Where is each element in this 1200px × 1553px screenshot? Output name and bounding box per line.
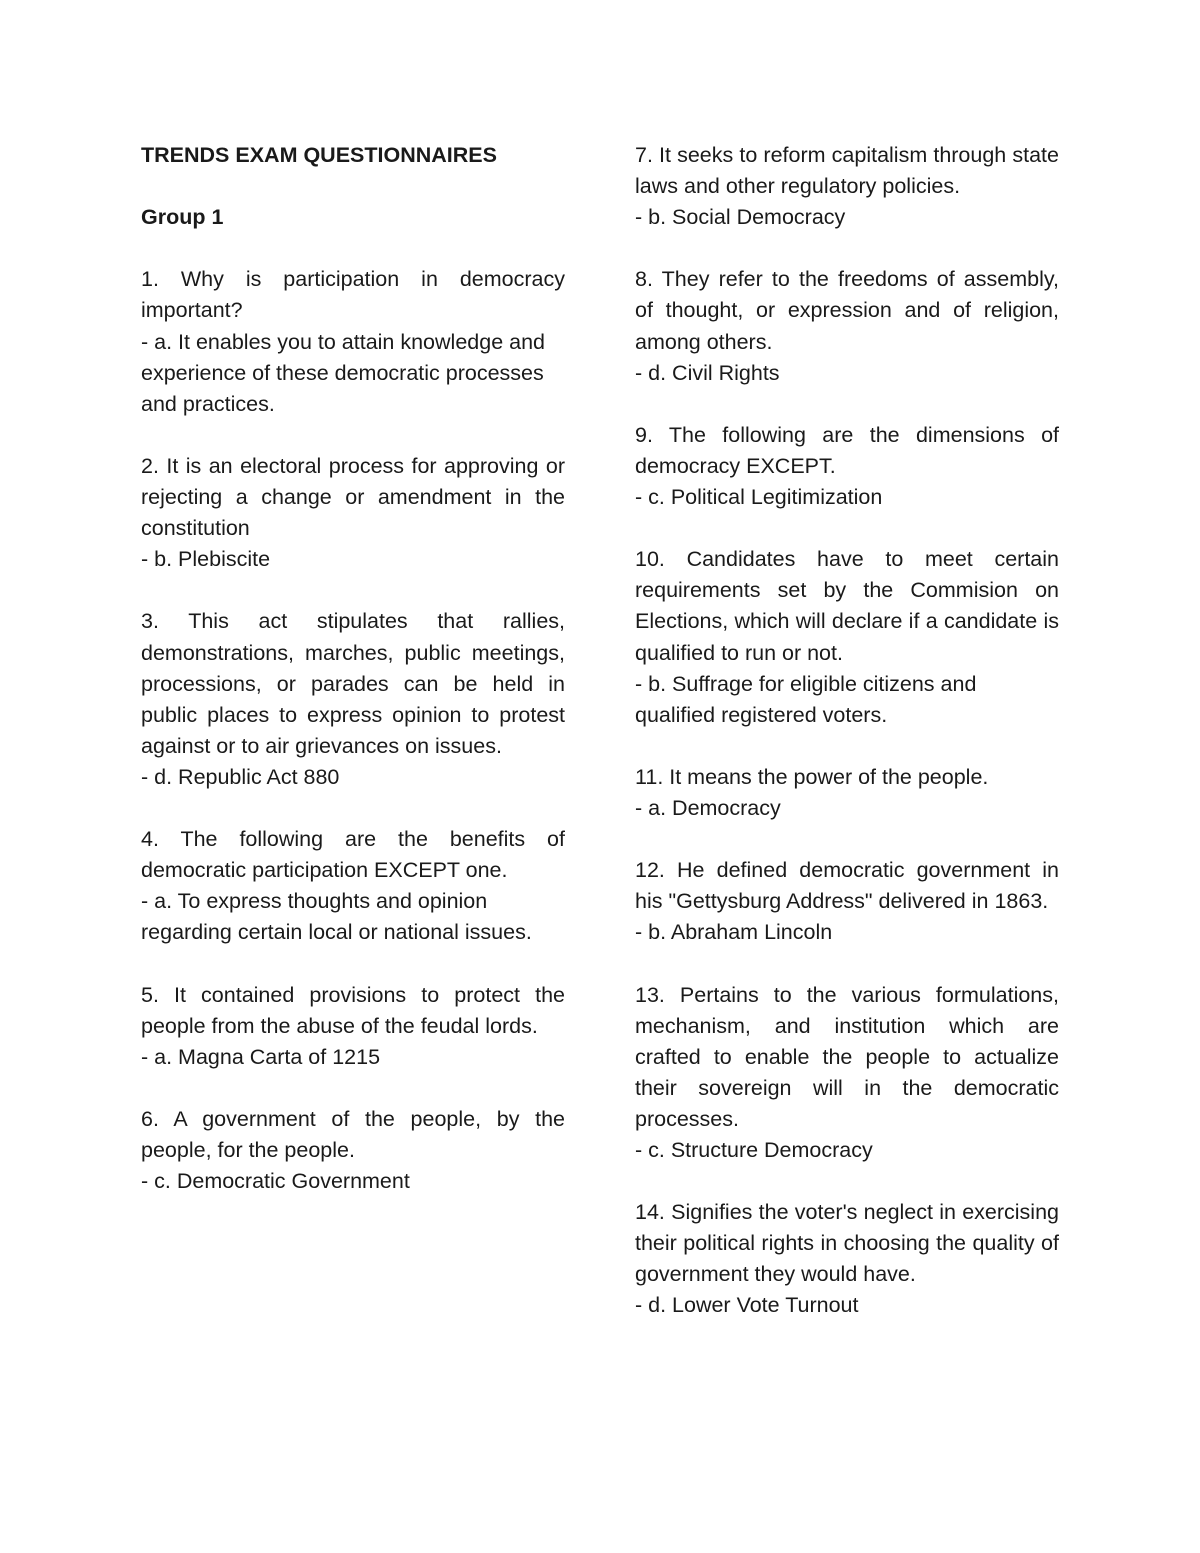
question-answer: - d. Lower Vote Turnout	[635, 1293, 859, 1318]
question-item	[635, 140, 1059, 233]
question-answer: - b. Suffrage for eligible citizens and qualified registered voters.	[635, 671, 977, 727]
group-heading: Group 1	[141, 205, 224, 230]
question-item	[635, 1197, 1059, 1321]
question-item	[635, 264, 1059, 388]
question-text: 11. It means the power of the people.	[635, 764, 989, 789]
question-text: 8. They refer to the freedoms of assembly, of thought, or expression and of religion, among others.	[635, 267, 1059, 354]
question-text: 4. The following are the benefits of democratic participation EXCEPT one.	[141, 827, 565, 883]
question-item	[141, 980, 565, 1073]
document-title: TRENDS EXAM QUESTIONNAIRES	[141, 143, 497, 167]
question-answer: - d. Civil Rights	[635, 360, 780, 385]
question-item	[141, 1104, 565, 1197]
question-answer: - b. Abraham Lincoln	[635, 920, 833, 945]
question-item	[141, 606, 565, 793]
question-item	[635, 855, 1059, 948]
question-text: 10. Candidates have to meet certain requirements set by the Commision on Elections, which will declare if a candidate is qualified to run or not.	[635, 547, 1059, 665]
question-text: 7. It seeks to reform capitalism through state laws and other regulatory policies.	[635, 143, 1059, 199]
question-answer: - c. Democratic Government	[141, 1169, 410, 1194]
left-column	[141, 140, 565, 1197]
question-answer: - a. Magna Carta of 1215	[141, 1044, 381, 1069]
question-answer: - a. It enables you to attain knowledge and experience of these democratic processes and practices.	[141, 329, 545, 416]
question-text: 6. A government of the people, by the people, for the people.	[141, 1106, 565, 1162]
question-item	[141, 264, 565, 419]
question-answer: - a. To express thoughts and opinion regarding certain local or national issues.	[141, 889, 532, 945]
question-answer: - b. Social Democracy	[635, 205, 846, 230]
question-text: 2. It is an electoral process for approving or rejecting a change or amendment in the constitution	[141, 453, 565, 541]
question-answer: - a. Democracy	[635, 795, 781, 820]
question-item	[635, 980, 1059, 1167]
question-item	[635, 762, 1059, 824]
question-item	[141, 451, 565, 575]
question-answer: - b. Plebiscite	[141, 547, 271, 572]
question-text: 13. Pertains to the various formulations, mechanism, and institution which are crafted to enable the people to actualize their sovereign will in the democratic processes.	[635, 982, 1059, 1131]
right-column	[635, 140, 1059, 1322]
question-text: 1. Why is participation in democracy important?	[141, 267, 565, 323]
question-text: 3. This act stipulates that rallies, demonstrations, marches, public meetings, processions, or parades can be held in public places to express opinion to protest against or to air grievances on issues.	[141, 609, 565, 758]
question-text: 12. He defined democratic government in his "Gettysburg Address" delivered in 1863.	[635, 858, 1059, 914]
question-answer: - c. Structure Democracy	[635, 1138, 873, 1162]
question-item	[635, 420, 1059, 513]
question-text: 9. The following are the dimensions of democracy EXCEPT.	[635, 422, 1059, 478]
question-text: 14. Signifies the voter's neglect in exercising their political rights in choosing the quality of government they would have.	[635, 1200, 1059, 1287]
question-item	[141, 824, 565, 948]
question-text: 5. It contained provisions to protect the people from the abuse of the feudal lords.	[141, 982, 565, 1038]
question-answer: - d. Republic Act 880	[141, 764, 340, 789]
question-item	[635, 544, 1059, 731]
question-answer: - c. Political Legitimization	[635, 485, 883, 510]
